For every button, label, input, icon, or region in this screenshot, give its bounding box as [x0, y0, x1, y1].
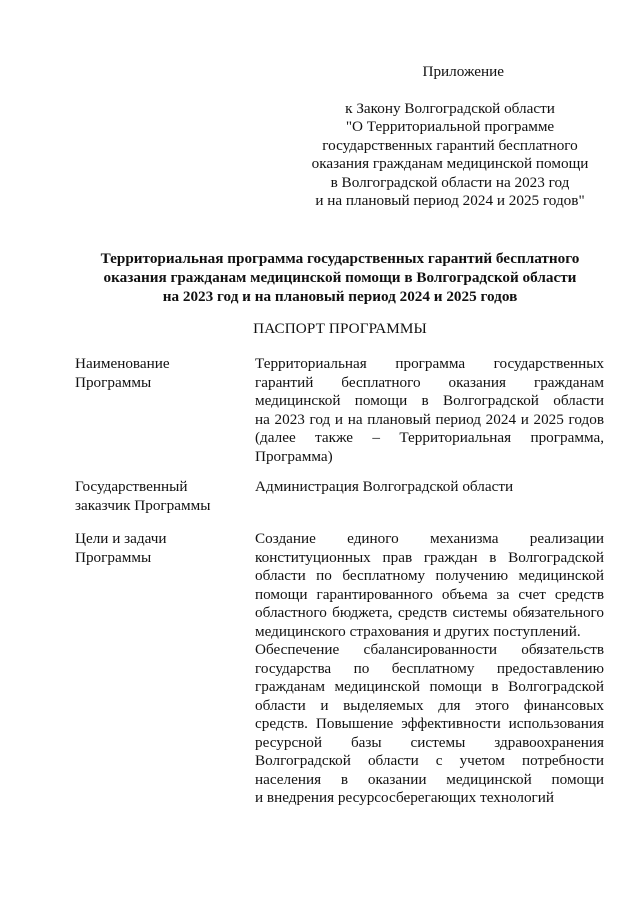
row-value	[255, 478, 604, 497]
row-label-line: Цели и задачи	[75, 530, 167, 547]
title-line: оказания гражданам медицинской помощи в Волгоградской области	[103, 268, 577, 286]
row-value	[255, 530, 604, 808]
row-value-line: Создание единого механизма реализации	[255, 530, 604, 547]
row-value-line: на 2023 год и на плановый период 2024 и 2025 годов	[255, 410, 604, 428]
row-value-line: медицинской помощи в Волгоградской области	[255, 392, 604, 409]
appendix-line: оказания гражданам медицинской помощи	[311, 155, 589, 172]
row-label-line: Государственный	[75, 478, 188, 495]
row-value-line: государства по бесплатному предоставлению	[255, 659, 604, 677]
row-value	[255, 355, 604, 466]
row-value-line: средств. Повышение эффективности использования	[255, 715, 604, 732]
row-value-line: Территориальная программа государственных	[255, 355, 604, 372]
row-label-line: Программы	[75, 373, 152, 391]
row-value-line: медицинского страхования и других поступлений.	[255, 622, 581, 640]
row-label	[75, 478, 245, 515]
row-label-line: Программы	[75, 548, 152, 566]
row-value-line: областного бюджета, средств системы обязательного	[255, 604, 604, 621]
appendix-line: государственных гарантий бесплатного	[322, 136, 578, 154]
passport-heading: ПАСПОРТ ПРОГРАММЫ	[253, 320, 427, 337]
row-label-line: заказчик Программы	[75, 496, 211, 514]
row-value-line: области и выделяемых для этого финансовых	[255, 696, 604, 714]
row-value-line: населения в оказании медицинской помощи	[255, 770, 604, 788]
row-value-line: конституционных прав граждан в Волгоградской	[255, 548, 604, 566]
row-value-line: области по бесплатному получению медицинской	[255, 567, 604, 584]
row-value-line: и внедрения ресурсосберегающих технологий	[255, 789, 555, 806]
row-value-line: гражданам медицинской помощи в Волгоградской	[255, 678, 604, 695]
appendix-line: и на плановый период 2024 и 2025 годов"	[315, 192, 585, 209]
document-title	[70, 250, 610, 306]
appendix-line: в Волгоградской области на 2023 год	[330, 173, 570, 191]
row-value-line: Программа)	[255, 447, 333, 465]
title-line: Территориальная программа государственных гарантий бесплатного	[100, 250, 580, 267]
row-value-line: ресурсной базы системы здравоохранения	[255, 733, 604, 751]
row-value-line: гарантий бесплатного оказания гражданам	[255, 373, 604, 391]
row-value-line: помощи гарантированного объема за счет средств	[255, 585, 604, 603]
title-line: на 2023 год и на плановый период 2024 и 2025 годов	[162, 287, 518, 305]
row-value-line: Администрация Волгоградской области	[255, 478, 514, 495]
row-label	[75, 530, 245, 567]
appendix-heading: Приложение	[422, 63, 504, 80]
row-value-line: (далее также – Территориальная программа,	[255, 429, 604, 446]
appendix-line: "О Территориальной программе	[345, 118, 555, 135]
row-value-line: Обеспечение сбалансированности обязательств	[255, 641, 604, 658]
appendix-line: к Закону Волгоградской области	[345, 99, 555, 117]
row-label-line: Наименование	[75, 355, 170, 372]
row-label	[75, 355, 245, 392]
appendix-block	[300, 63, 600, 211]
row-value-line: Волгоградской области с учетом потребности	[255, 752, 604, 769]
